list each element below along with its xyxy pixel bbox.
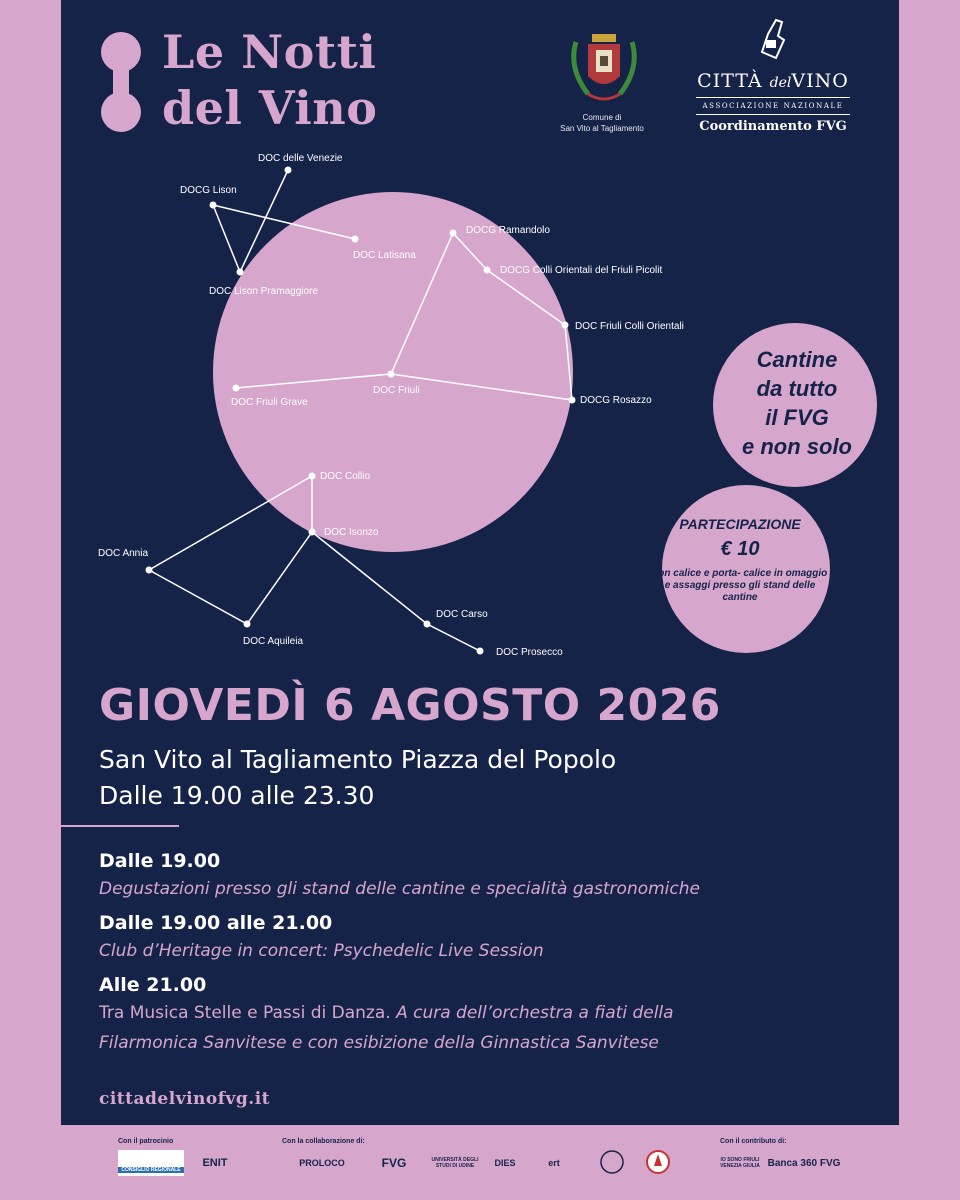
label-doc-lison-pramaggiore: DOC Lison Pramaggiore [209, 286, 318, 297]
comune-line1: Comune di [582, 113, 622, 122]
label-doc-prosecco: DOC Prosecco [496, 647, 563, 658]
label-doc-friuli-grave: DOC Friuli Grave [231, 397, 308, 408]
program-desc: Degustazioni presso gli stand delle cantine e specialità gastronomiche [99, 879, 700, 899]
program-time: Dalle 19.00 alle 21.00 [99, 912, 333, 934]
label-doc-carso: DOC Carso [436, 609, 488, 620]
fvg-logo: FVG [381, 1156, 407, 1170]
uniud-logo: UNIVERSITÀ DEGLI STUDI DI UDINE [431, 1157, 479, 1169]
consiglio-regionale-logo: CONSIGLIO REGIONALE [118, 1150, 184, 1176]
footer-patrocinio-label: Con il patrocinio [118, 1138, 174, 1145]
footer-contributo-label: Con il contributo di: [720, 1138, 787, 1145]
event-place: San Vito al Tagliamento Piazza del Popolo [99, 745, 617, 774]
label-docg-ramandolo: DOCG Ramandolo [466, 225, 550, 236]
label-doc-latisana: DOC Latisana [353, 250, 416, 261]
event-title-line2: del Vino [162, 81, 378, 135]
label-doc-delle-venezie: DOC delle Venezie [258, 153, 343, 164]
banca-360-logo: Banca 360 FVG [767, 1157, 841, 1169]
cantine-line2: da tutto [756, 376, 838, 401]
program-item [99, 972, 859, 1058]
label-doc-friuli: DOC Friuli [373, 385, 420, 396]
program-desc-cont: Filarmonica Sanvitese e con esibizione della Ginnastica Sanvitese [99, 1033, 659, 1053]
label-doc-collio: DOC Collio [320, 471, 371, 482]
event-date: GIOVEDÌ 6 AGOSTO 2026 [99, 680, 721, 731]
partecipazione-title: PARTECIPAZIONE [679, 516, 801, 532]
label-docg-picolit: DOCG Colli Orientali del Friuli Picolit [500, 265, 663, 276]
red-badge-icon [646, 1148, 670, 1176]
event-hours: Dalle 19.00 alle 23.30 [99, 781, 375, 810]
partecipazione-price: € 10 [720, 538, 760, 560]
label-docg-lison: DOCG Lison [180, 185, 237, 196]
ert-logo: ert [548, 1158, 560, 1168]
event-title-line1: Le Notti [162, 25, 377, 79]
label-doc-isonzo: DOC Isonzo [324, 527, 379, 538]
event-location [99, 742, 616, 814]
dies-logo: DIES [494, 1158, 516, 1168]
io-sono-fvg-logo: IO SONO FRIULI VENEZIA GIULIA [720, 1157, 760, 1169]
comune-line2: San Vito al Tagliamento [560, 124, 644, 133]
cantine-line4: e non solo [742, 434, 852, 459]
program-list [99, 842, 859, 1058]
partecipazione-note: con calice e porta- calice in omaggio e assaggi presso gli stand delle cantine [652, 568, 828, 603]
divider [61, 825, 179, 827]
seal-icon [600, 1148, 624, 1176]
cantine-line1: Cantine [756, 347, 838, 372]
program-item [99, 848, 859, 904]
program-time: Dalle 19.00 [99, 850, 221, 872]
cantine-line3: il FVG [765, 405, 829, 430]
citta-del-vino-assoc: ASSOCIAZIONE NAZIONALE [702, 102, 844, 110]
program-desc: Tra Musica Stelle e Passi di Danza. A cura dell’orchestra a fiati della [99, 1003, 674, 1023]
citta-del-vino-coord: Coordinamento FVG [699, 119, 847, 134]
label-docg-rosazzo: DOCG Rosazzo [580, 395, 652, 406]
enit-logo: ENIT [202, 1157, 228, 1169]
website-link[interactable]: cittadelvinofvg.it [99, 1089, 271, 1109]
cantine-text [712, 345, 882, 461]
program-desc: Club d’Heritage in concert: Psychedelic Live Session [99, 941, 544, 961]
label-doc-aquileia: DOC Aquileia [243, 636, 304, 647]
program-time: Alle 21.00 [99, 974, 207, 996]
citta-del-vino-name: CITTÀ delVINO [697, 70, 849, 92]
proloco-logo: PROLOCO [299, 1158, 345, 1168]
footer-collaborazione-label: Con la collaborazione di: [282, 1138, 365, 1145]
program-item [99, 910, 859, 966]
label-doc-friuli-colli-orientali: DOC Friuli Colli Orientali [575, 321, 684, 332]
label-doc-annia: DOC Annia [98, 548, 149, 559]
